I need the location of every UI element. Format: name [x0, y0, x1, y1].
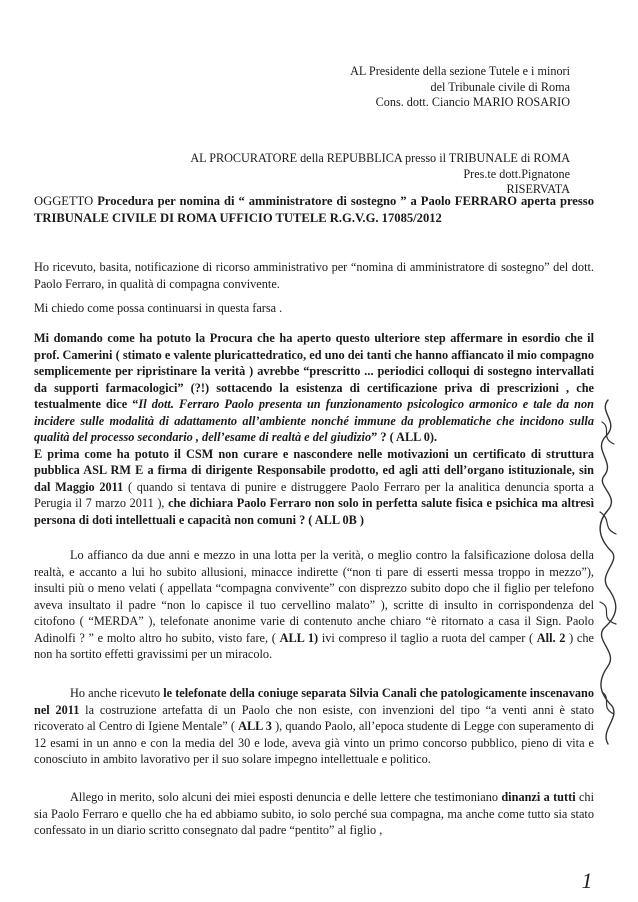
addressee-block-tribunale [350, 64, 570, 111]
normal-text: chi sia Paolo Ferraro e quello che ha ed abbiamo subito, io solo perché sua compagna, ma anche come tutto sia stato confessato in un diario scritto consegnato dal padre “pentito” al figlio , [34, 790, 594, 837]
page-number [573, 863, 601, 895]
attachment-ref: ALL 3 [238, 719, 272, 733]
addressee-line: AL Presidente della sezione Tutele e i minori [350, 64, 570, 78]
paragraph-farce: Mi chiedo come possa continuarsi in questa farsa . [34, 301, 283, 315]
addressee-line: del Tribunale civile di Roma [430, 79, 570, 94]
paragraph-notification: Ho ricevuto, basita, notificazione di ricorso amministrativo per “nomina di amministratore di sostegno” del dott. Paolo Ferraro, in qualità di compagna convivente. [34, 260, 594, 291]
bold-text: ” ? ( ALL 0). [371, 430, 438, 444]
bold-text: dinanzi a tutti [501, 790, 576, 804]
attachment-ref: ALL 1) [279, 630, 319, 645]
normal-text: Allego in merito, solo alcuni dei miei esposti denuncia e delle lettere che testimoniano [70, 790, 502, 804]
attachment-ref: All. 2 [536, 630, 566, 645]
subject-line [34, 193, 594, 227]
paragraph-phone-calls [34, 685, 594, 768]
bold-text: Mi domando come ha potuto la Procura che ha aperto questo ulteriore step affermare in esordio che il prof. Camerini ( stimato e valente pluricattedratico, ed uno dei tanti che hanno affiancato il mio compagno semplicemente per ripristinare la verità ) avrebbe “prescritto ... periodici colloqui di sostegno intervallati da supporti farmacologici” (?!) sottacendo la esistenza di certificazione priva di prescrizioni , che testualmente dice “ [34, 331, 594, 411]
normal-text: Ho anche ricevuto [70, 686, 164, 700]
subject-label: OGGETTO [34, 194, 94, 208]
addressee-line: AL PROCURATORE della REPUBBLICA presso il TRIBUNALE di ROMA [190, 151, 570, 165]
paragraph-procura-question [34, 330, 594, 528]
addressee-block-procura [190, 151, 570, 198]
subject-text: Procedura per nomina di “ amministratore di sostegno ” a Paolo FERRARO aperta presso TRIBUNALE CIVILE DI ROMA UFFICIO TUTELE R.G.V.G. 17085/2012 [34, 194, 594, 225]
certificate-quote: Il dott. Ferraro Paolo presenta un funzionamento psicologico armonico e tale da non incidere sulle modalità di adattamento all’ambiente nonché immune da problematiche che incidono sulla qualità del processo secondario , dell’esame di realtà e del giudizio [34, 397, 594, 444]
normal-text: la costruzione artefatta di un Paolo che non esiste, con invenzioni del tipo “a venti anni è stato ricoverato al Centro di Igiene Mentale” ( [34, 702, 594, 733]
bold-text: le telefonate della coniuge separata Silvia Canali che patologicamente inscenavano nel 2011 [34, 686, 594, 717]
addressee-line: RISERVATA [506, 182, 570, 196]
normal-text: ), quando Paolo, all’epoca studente di Legge con superamento di 12 esami in un anno e con la media del 30 e lode, aveva già vinto un primo concorso pubblico, pieno di vita e conosciuto in ambito lavorativo per il suo solare impegno intellettuale e politico. [34, 719, 594, 766]
handwritten-signature [586, 392, 630, 752]
bold-text: che dichiara Paolo Ferraro non solo in perfetta salute fisica e psichica ma altresì persona di doti intellettuali e capacità non comuni ? ( ALL 0B ) [34, 496, 594, 527]
bold-text: E prima come ha potuto il CSM non curare e nascondere nelle motivazioni un certificato di struttura pubblica ASL RM E a firma di dirigente Responsabile prodotto, ed agli atti dell’organo istituzionale, sin dal Maggio 2011 [34, 446, 594, 494]
page-number-label: 1 [581, 868, 593, 893]
addressee-line: Cons. dott. Ciancio MARIO ROSARIO [375, 95, 570, 109]
paragraph-support [34, 547, 594, 663]
normal-text: ) che non ha sortito effetti gravissimi per un miracolo. [34, 630, 594, 661]
paragraph-attachments [34, 789, 594, 839]
normal-text: Lo affianco da due anni e mezzo in una lotta per la verità, o meglio contro la falsificazione dolosa della realtà, e accanto a lui ho subito allusioni, minacce indirette (“non ti pare di esserti messa troppo in mezzo”), insulti più o meno velati ( appellata “compagna convivente” con disprezzo subito dopo che il figlio per telefono aveva insultato il padre “non lo capisce il tuo cervellino malato” ), scritte di insulto in corrispondenza del citofono ( “MERDA” ), telefonate anonime varie di contenuto anche chiaro “è ritornato a casa il Sign. Paolo Adinolfi ? ” e molto altro ho subito, visto fare, ( [34, 548, 594, 645]
normal-text: ivi compreso il taglio a ruota del camper ( [318, 630, 537, 645]
addressee-line: Pres.te dott.Pignatone [463, 166, 570, 181]
normal-text: ( quando si tentava di punire e distruggere Paolo Ferraro per la analitica denuncia sporta a Perugia il 7 marzo 2011 ), [34, 479, 594, 510]
